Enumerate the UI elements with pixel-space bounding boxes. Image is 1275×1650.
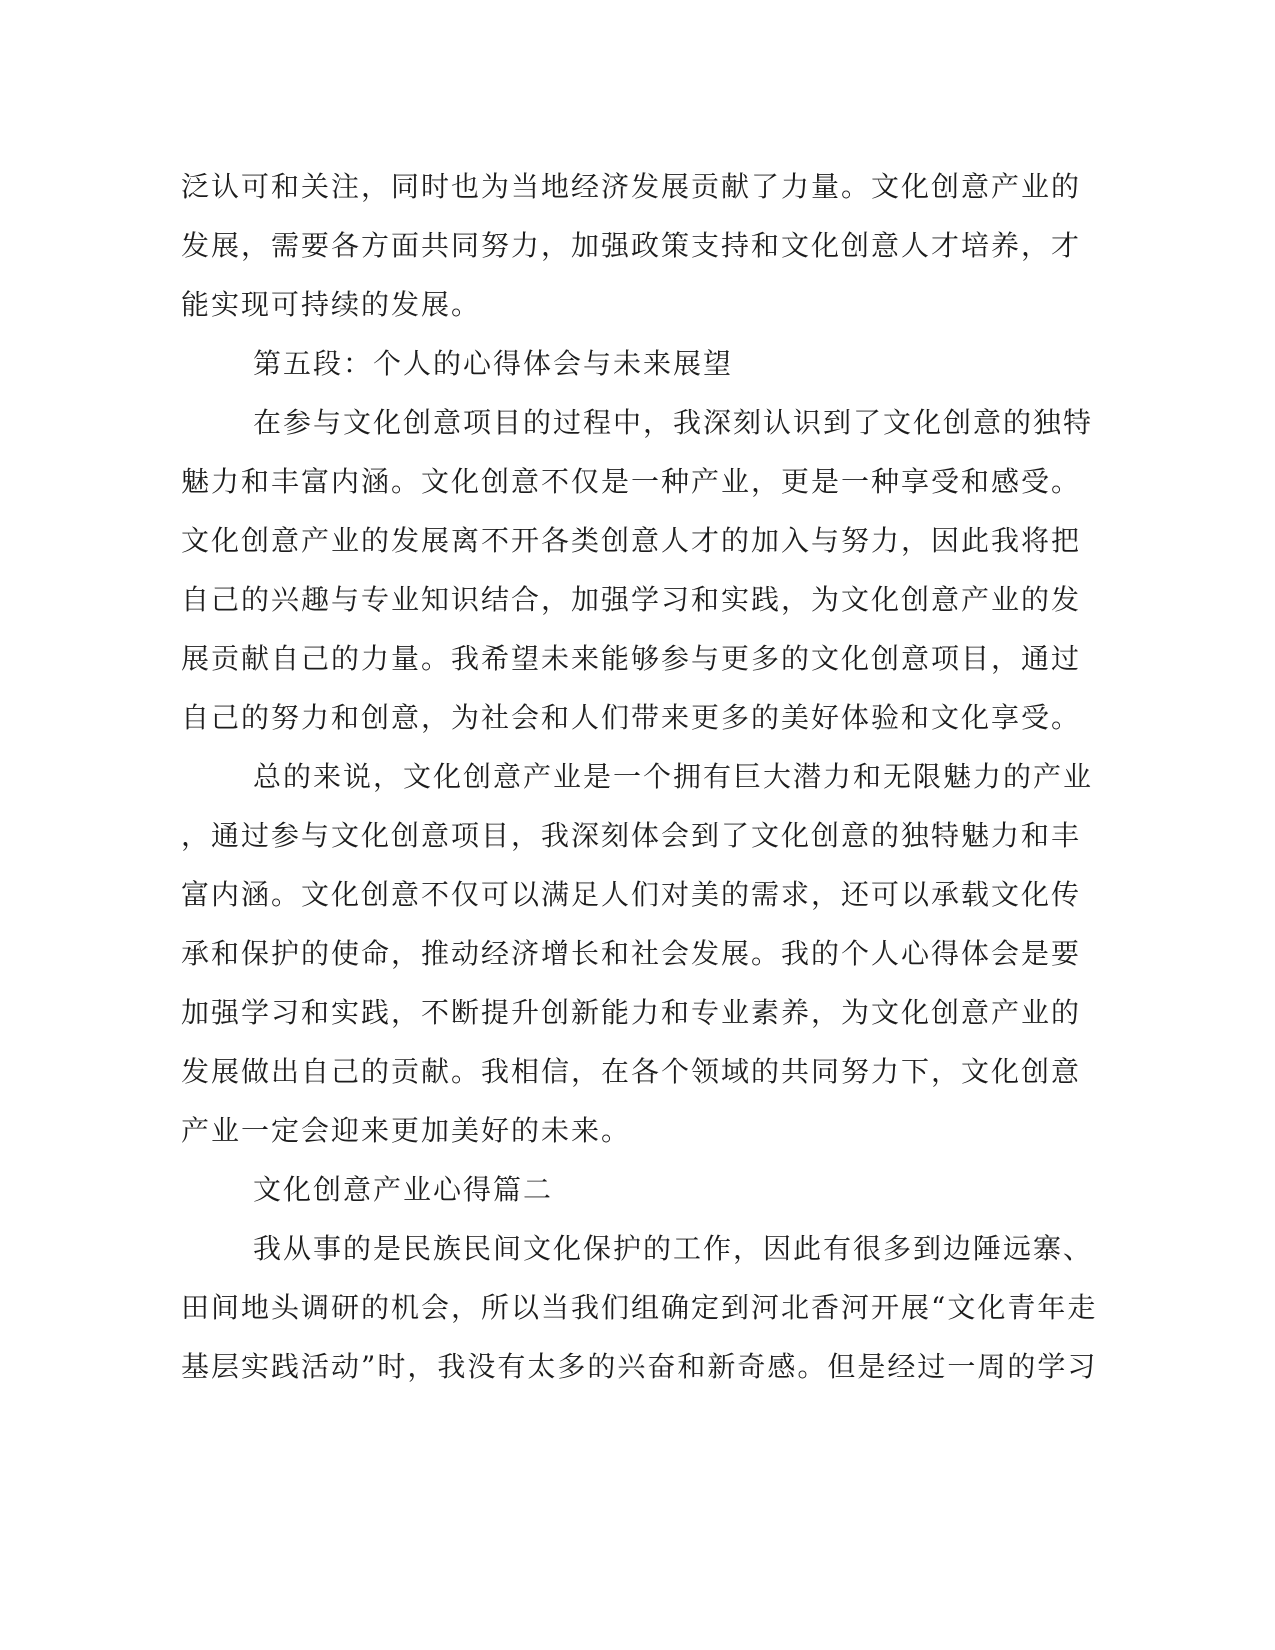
text-line: 承和保护的使命，推动经济增长和社会发展。我的个人心得体会是要 bbox=[181, 937, 1082, 970]
heading-line: 第五段：个人的心得体会与未来展望 bbox=[253, 347, 734, 380]
text-line: 发展做出自己的贡献。我相信，在各个领域的共同努力下，文化创意 bbox=[181, 1055, 1082, 1088]
text-line: 产业一定会迎来更加美好的未来。 bbox=[181, 1114, 632, 1147]
paragraph bbox=[181, 747, 1094, 1160]
title-line: 文化创意产业心得篇二 bbox=[253, 1173, 554, 1206]
body-text bbox=[181, 157, 1098, 1396]
text-line: 总的来说，文化创意产业是一个拥有巨大潜力和无限魅力的产业 bbox=[253, 760, 1094, 793]
paragraph bbox=[181, 393, 1094, 747]
text-line: 在参与文化创意项目的过程中，我深刻认识到了文化创意的独特 bbox=[253, 406, 1094, 439]
text-line: 田间地头调研的机会，所以当我们组确定到河北香河开展“文化青年走 bbox=[181, 1291, 1098, 1324]
text-line: 我从事的是民族民间文化保护的工作，因此有很多到边陲远寨、 bbox=[253, 1232, 1094, 1265]
text-line: 魅力和丰富内涵。文化创意不仅是一种产业，更是一种享受和感受。 bbox=[181, 465, 1082, 498]
text-line: 自己的努力和创意，为社会和人们带来更多的美好体验和文化享受。 bbox=[181, 701, 1082, 734]
text-line: 泛认可和关注，同时也为当地经济发展贡献了力量。文化创意产业的 bbox=[181, 170, 1082, 203]
paragraph bbox=[181, 1219, 1098, 1396]
paragraph-continuation bbox=[181, 157, 1082, 334]
text-line: 加强学习和实践，不断提升创新能力和专业素养，为文化创意产业的 bbox=[181, 996, 1082, 1029]
article-title bbox=[181, 1160, 1033, 1219]
text-line: 能实现可持续的发展。 bbox=[181, 288, 482, 321]
text-line: 富内涵。文化创意不仅可以满足人们对美的需求，还可以承载文化传 bbox=[181, 878, 1082, 911]
text-line: 展贡献自己的力量。我希望未来能够参与更多的文化创意项目，通过 bbox=[181, 642, 1082, 675]
text-line: 发展，需要各方面共同努力，加强政策支持和文化创意人才培养，才 bbox=[181, 229, 1082, 262]
text-line: 文化创意产业的发展离不开各类创意人才的加入与努力，因此我将把 bbox=[181, 524, 1082, 557]
text-line: 基层实践活动”时，我没有太多的兴奋和新奇感。但是经过一周的学习 bbox=[181, 1350, 1098, 1383]
text-line: ，通过参与文化创意项目，我深刻体会到了文化创意的独特魅力和丰 bbox=[181, 819, 1082, 852]
section-heading bbox=[181, 334, 1033, 393]
text-line: 自己的兴趣与专业知识结合，加强学习和实践，为文化创意产业的发 bbox=[181, 583, 1082, 616]
